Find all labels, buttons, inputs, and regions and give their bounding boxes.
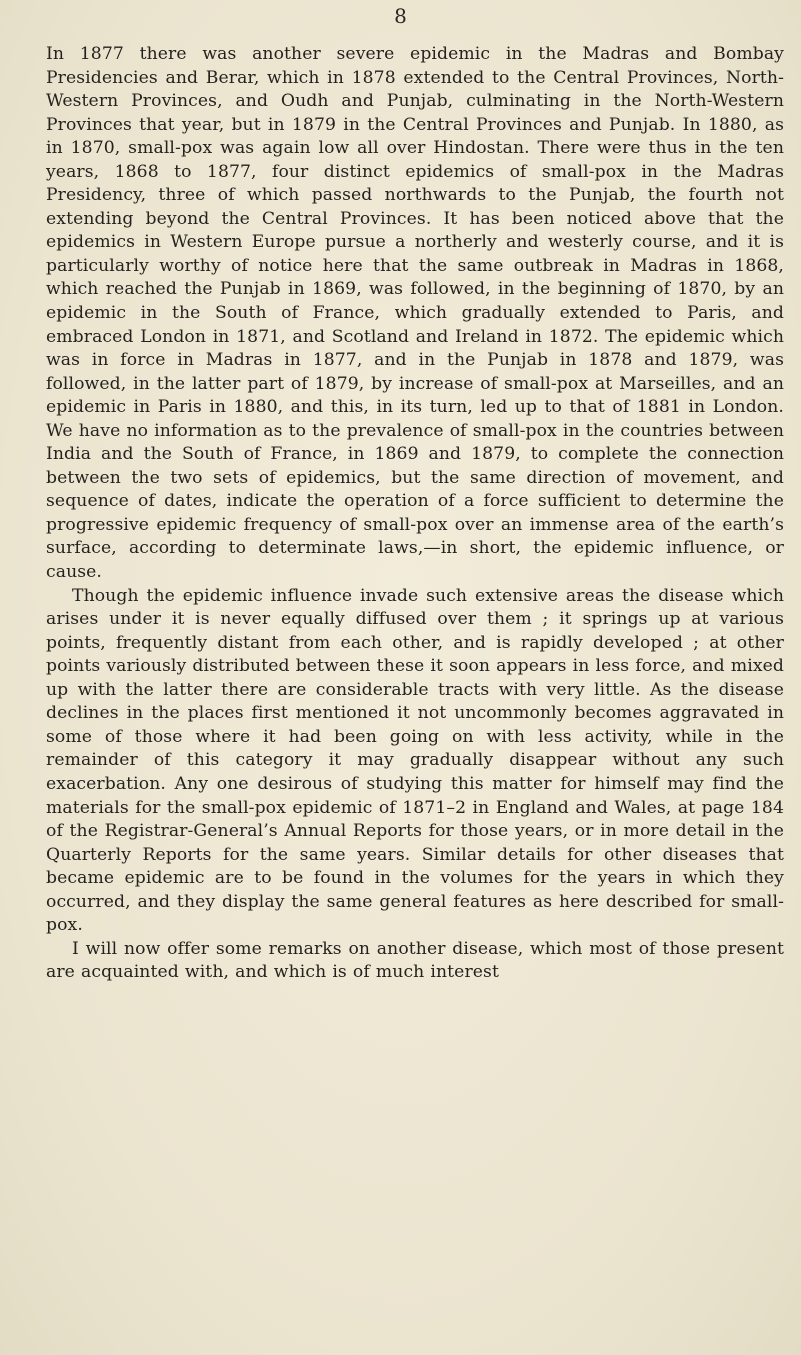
paragraph-another-disease: I will now offer some remarks on another disease, which most of those present are acquainted with, and which is of much interest bbox=[46, 938, 784, 983]
body-text bbox=[46, 43, 784, 985]
paragraph-smallpox-india-europe: In 1877 there was another severe epidemic in the Madras and Bombay Presidencies and Berar, which in 1878 extended to the Central Provinces, North-Western Provinces, and Oudh and Punjab, culminating in the North-Western Provinces that year, but in 1879 in the Central Provinces and Punjab. In 1880, as in 1870, small-pox was again low all over Hindostan. There were thus in the ten years, 1868 to 1877, four distinct epidemics of small-pox in the Madras Presidency, three of which passed northwards to the Punjab, the fourth not extending beyond the Central Provinces. It has been noticed above that the epidemics in Western Europe pursue a northerly and westerly course, and it is particularly worthy of notice here that the same outbreak in Madras in 1868, which reached the Punjab in 1869, was followed, in the beginning of 1870, by an epidemic in the South of France, which gradually extended to Paris, and embraced London in 1871, and Scotland and Ireland in 1872. The epidemic which was in force in Madras in 1877, and in the Punjab in 1878 and 1879, was followed, in the latter part of 1879, by increase of small-pox at Marseilles, and an epidemic in Paris in 1880, and this, in its turn, led up to that of 1881 in London. We have no information as to the prevalence of small-pox in the countries between India and the South of France, in 1869 and 1879, to complete the connection between the two sets of epidemics, but the same direction of movement, and sequence of dates, indicate the operation of a force sufficient to determine the progressive epidemic frequency of small-pox over an immense area of the earth’s surface, according to determinate laws,—in short, the epidemic influence, or cause. bbox=[46, 44, 784, 583]
page-number: 8 bbox=[394, 4, 407, 28]
paragraph-epidemic-influence: Though the epidemic influence invade such extensive areas the disease which arises under it is never equally diffused over them ; it springs up at various points, frequently distant from each other, and is rapidly developed ; at other points variously distributed between these it soon appears in less force, and mixed up with the latter there are considerable tracts with very little. As the disease declines in the places first mentioned it not uncommonly becomes aggravated in some of those where it had been going on with less activity, while in the remainder of this category it may gradually disappear without any such exacerbation. Any one desirous of studying this matter for himself may find the materials for the small-pox epidemic of 1871–2 in England and Wales, at page 184 of the Registrar-General’s Annual Reports for those years, or in more detail in the Quarterly Reports for the same years. Similar details for other diseases that became epidemic are to be found in the volumes for the years in which they occurred, and they display the same general features as here described for small-pox. bbox=[46, 585, 784, 936]
